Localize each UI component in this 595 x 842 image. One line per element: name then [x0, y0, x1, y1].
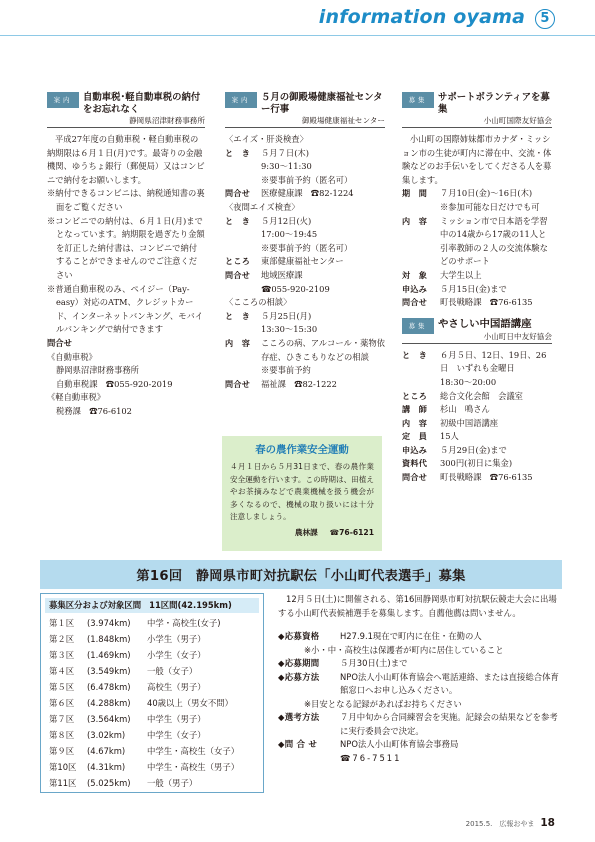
row-key: 申込み — [402, 283, 428, 294]
info-row — [402, 283, 552, 297]
category-badge: 案内 — [225, 92, 257, 108]
row-value: ７月中旬から合同練習会を実施。記録会の結果などを参考に実行委員会で決定。 — [340, 712, 558, 736]
category-badge: 案内 — [47, 92, 79, 108]
recruit-row — [278, 711, 562, 738]
row-value: 地域医療課 — [261, 269, 303, 280]
article-header — [47, 92, 205, 128]
row-value: H27.9.1現在で町内に在住・在勤の人 — [340, 631, 482, 641]
stage-name: 第１区 — [49, 618, 75, 628]
row-key: ◆応募方法 — [278, 671, 320, 682]
row-key: ◆応募期間 — [278, 658, 320, 668]
row-key: 問合せ — [402, 297, 428, 308]
stage-distance: (6.478km) — [87, 682, 131, 692]
contact-tel: ☎76-6121 — [329, 527, 374, 537]
stage-name: 第７区 — [49, 714, 75, 724]
info-row — [225, 269, 385, 283]
contact-line: 税務課 ☎76-6102 — [56, 405, 132, 416]
category-badge: 募集 — [402, 92, 434, 108]
stage-distance: (3.564km) — [87, 714, 131, 724]
row-key: と き — [225, 215, 251, 226]
row-key: 定 員 — [402, 431, 428, 442]
stage-row — [49, 775, 255, 791]
stage-distance: (3.549km) — [87, 666, 131, 676]
stage-distance: (5.025km) — [87, 778, 131, 788]
note-line: ※要事前予約 — [261, 365, 311, 376]
note-item: ※納付できるコンビニは、納税通知書の裏面をご覧ください — [47, 188, 205, 212]
page-header-title — [319, 6, 555, 29]
row-value: ５月７日(木) — [261, 147, 309, 158]
stage-distance: (3.974km) — [87, 618, 131, 628]
header-number-badge: 5 — [535, 9, 555, 29]
stage-target: 40歳以上（男女不問） — [147, 698, 234, 708]
info-row — [402, 187, 552, 201]
row-key: 資料代 — [402, 458, 428, 469]
stage-name: 第２区 — [49, 634, 75, 644]
stage-distance: (4.288km) — [87, 698, 131, 708]
stage-list-header — [45, 598, 259, 613]
stage-row — [49, 711, 255, 727]
stage-name: 第10区 — [49, 762, 77, 772]
note-line: ※小・中・高校生は保護者が町内に居住していること — [304, 644, 504, 655]
time-line: 18:30～20:00 — [440, 376, 497, 387]
article-title: 自動車税･軽自動車税の納付をお忘れなく — [83, 92, 201, 115]
row-key: ところ — [225, 256, 251, 267]
row-key: 問合せ — [402, 472, 428, 483]
stage-distance: (1.469km) — [87, 650, 131, 660]
category-badge: 募集 — [402, 318, 434, 334]
article-header — [402, 92, 552, 128]
article-title: サポートボランティアを募集 — [438, 92, 550, 115]
box-title: 春の農作業安全運動 — [255, 444, 349, 456]
stage-target: 中学生・高校生（男子） — [147, 762, 240, 772]
note-line: ※要事前予約（匿名可） — [261, 242, 353, 253]
stage-target: 小学生（女子） — [147, 650, 206, 660]
article-health-center — [225, 92, 385, 391]
row-key: と き — [225, 147, 251, 158]
row-key: 講 師 — [402, 404, 428, 415]
stage-row — [49, 679, 255, 695]
stage-target: 中学・高校生(女子) — [147, 618, 221, 628]
row-key: と き — [225, 310, 251, 321]
box-contact — [230, 527, 374, 538]
stage-header-total: 11区間(42.195km) — [149, 600, 232, 610]
row-key: 申込み — [402, 444, 428, 455]
stage-name: 第９区 — [49, 746, 75, 756]
row-value: NPO法人小山町体育協会事務局 — [340, 739, 459, 749]
info-row — [402, 457, 552, 471]
stage-target: 中学生（女子） — [147, 730, 206, 740]
row-value: ５月25日(月) — [261, 310, 312, 321]
note-item: ※普通自動車税のみ、ペイジー（Pay-easy）対応のATM、クレジットカード、インターネットバンキング、モバイルバンキングで納付できます — [47, 283, 204, 335]
stage-name: 第６区 — [49, 698, 75, 708]
info-row — [225, 378, 385, 392]
row-value: こころの病、アルコール・薬物依存症、ひきこもりなどの相談 — [261, 337, 385, 362]
row-value: 福祉課 ☎82-1222 — [261, 378, 337, 389]
section-heading: 〈エイズ・肝炎検査〉 — [225, 134, 308, 144]
row-value: ５月15日(金)まで — [440, 283, 507, 294]
row-value: 東部健康福祉センター — [261, 256, 344, 267]
contact-line: 《軽自動車税》 — [47, 392, 106, 403]
row-value: 杉山 鳴さん — [440, 404, 490, 415]
stage-list-box — [40, 593, 264, 793]
article-body: 小山町の国際姉妹都市カナダ・ミッション市の生徒が町内に滞在中、交流・体験などのお手伝いをしてくださる人を募集します。 — [402, 134, 552, 185]
info-row — [225, 187, 385, 201]
header-rule — [0, 35, 595, 36]
stage-header-label: 募集区分および対象区間 — [49, 600, 142, 610]
tel-line: ☎76-7511 — [340, 752, 402, 763]
contact-label: 問合せ — [47, 337, 72, 348]
contact-name: 農林課 — [294, 527, 318, 537]
row-key: ◆選考方法 — [278, 712, 320, 722]
stage-name: 第４区 — [49, 666, 75, 676]
row-value: ５月12日(火) — [261, 215, 312, 226]
stage-target: 一般（女子） — [147, 666, 198, 676]
info-row — [402, 215, 552, 269]
info-row — [225, 215, 385, 229]
stage-row — [49, 743, 255, 759]
article-source: 小山町国際友好協会 — [402, 115, 552, 128]
recruit-row — [278, 738, 562, 752]
info-row — [402, 269, 552, 283]
row-key: 対 象 — [402, 269, 428, 280]
recruit-row — [278, 630, 562, 644]
stage-target: 小学生（男子） — [147, 634, 206, 644]
article-header — [402, 318, 552, 344]
note-line: ※要事前予約（匿名可） — [261, 174, 353, 185]
stage-target: 高校生（男子） — [147, 682, 206, 692]
article-source: 御殿場健康福祉センター — [225, 115, 385, 128]
stage-row — [49, 647, 255, 663]
row-value: NPO法人小山町体育協会へ電話連絡、または直接総合体育館窓口へお申し込みください。 — [340, 671, 559, 695]
stage-row — [49, 631, 255, 647]
time-line: 13:30～15:30 — [261, 324, 318, 335]
info-row — [402, 296, 552, 310]
section-heading: 〈夜間エイズ検査〉 — [225, 201, 300, 212]
article-source: 静岡県沼津財務事務所 — [47, 115, 205, 128]
stage-target: 一般（男子） — [147, 778, 198, 788]
stage-name: 第３区 — [49, 650, 75, 660]
stage-distance: (3.02km) — [87, 730, 126, 740]
stage-row — [49, 695, 255, 711]
note-line: ※目安となる記録があればお持ちください — [304, 698, 462, 709]
info-row — [225, 147, 385, 161]
contact-line: 自動車税課 ☎055-920-2019 — [56, 378, 173, 389]
row-value: 町長戦略課 ☎76-6135 — [440, 297, 533, 308]
info-row — [402, 471, 552, 485]
info-row — [402, 430, 552, 444]
section-heading: 〈こころの相談〉 — [225, 297, 292, 308]
page-number: 18 — [540, 817, 555, 829]
row-value: 300円(初日に集金) — [440, 458, 513, 469]
tel-line: ☎055-920-2109 — [261, 283, 330, 294]
stage-distance: (4.67km) — [87, 746, 126, 756]
footer-issue: 2015.5. 広報おやま — [465, 820, 535, 828]
row-key: 内 容 — [225, 337, 251, 348]
row-key: 期 間 — [402, 188, 428, 199]
ekiden-banner — [40, 560, 562, 589]
banner-title: 第16回 静岡県市町対抗駅伝「小山町代表選手」募集 — [136, 569, 466, 584]
row-value: 医療健康課 ☎82-1224 — [261, 188, 354, 199]
header-title-text: information oyama — [318, 6, 526, 28]
article-volunteer — [402, 92, 552, 485]
info-row — [402, 417, 552, 431]
row-value: ５月30日(土)まで — [340, 658, 408, 668]
info-row — [225, 337, 385, 364]
row-key: 内 容 — [402, 417, 428, 428]
row-value: 15人 — [440, 431, 459, 442]
stage-distance: (4.31km) — [87, 762, 126, 772]
stage-distance: (1.848km) — [87, 634, 131, 644]
row-key: ところ — [402, 390, 428, 401]
stage-name: 第８区 — [49, 730, 75, 740]
info-row — [225, 255, 385, 269]
stage-name: 第11区 — [49, 778, 77, 788]
box-body: ４月１日から５月31日まで、春の農作業安全運動を行います。この時期は、田植えやお茶摘みなどで農業機械を扱う機会が多くなるので、機械の取り扱いには十分注意しましょう。 — [230, 462, 374, 522]
row-key: 内 容 — [402, 215, 428, 226]
row-value: ミッション市で日本語を学習中の14歳から17歳の11人と引率教師の２人の交流体験などのサポート — [440, 215, 548, 267]
info-row — [402, 403, 552, 417]
note-item: ※コンビニでの納付は、６月１日(月)までとなっています。納期限を過ぎたり金額を訂正した納付書は、コンビニで納付することができませんのでご注意ください — [47, 215, 205, 280]
info-row — [402, 444, 552, 458]
stage-row — [49, 615, 255, 631]
article-car-tax — [47, 92, 205, 418]
row-key: 問合せ — [225, 269, 251, 280]
stage-row — [49, 759, 255, 775]
stage-row — [49, 663, 255, 679]
row-value: 大学生以上 — [440, 269, 482, 280]
time-line: 9:30～11:30 — [261, 161, 312, 172]
contact-line: 静岡県沼津財務事務所 — [56, 365, 139, 376]
time-line: 17:00～19:45 — [261, 229, 318, 240]
stage-target: 中学生（男子） — [147, 714, 206, 724]
contact-line: 《自動車税》 — [47, 351, 97, 362]
row-key: 問合せ — [225, 378, 251, 389]
article-title: やさしい中国語講座 — [438, 317, 532, 330]
row-value: 総合文化会館 会議室 — [440, 390, 523, 401]
stage-name: 第５区 — [49, 682, 75, 692]
article-source: 小山町日中友好協会 — [402, 331, 552, 344]
info-row — [225, 310, 385, 324]
stage-target: 中学生・高校生（女子） — [147, 746, 240, 756]
recruit-intro: 12月５日(土)に開催される、第16回静岡県市町対抗駅伝競走大会に出場する小山町代表候補選手を募集します。自薦他薦は問いません。 — [278, 594, 557, 618]
row-key: ◆応募資格 — [278, 631, 320, 641]
row-value: ５月29日(金)まで — [440, 444, 507, 455]
row-value: 初級中国語講座 — [440, 417, 499, 428]
article-body: 平成27年度の自動車税・軽自動車税の納期限は６月１日(月)です。最寄りの金融機関、ゆうちょ銀行（郵便局）又はコンビニで納付をお願いします。 — [47, 134, 205, 185]
article-title: ５月の御殿場健康福祉センター行事 — [261, 92, 383, 115]
note-line: ※参加可能な日だけでも可 — [440, 201, 540, 212]
stage-row — [49, 727, 255, 743]
info-row — [402, 390, 552, 404]
page-footer — [466, 817, 555, 829]
row-value: ６月５日、12日、19日、26日 いずれも金曜日 — [440, 349, 547, 374]
row-key: 問合せ — [225, 188, 251, 199]
info-row — [402, 349, 552, 376]
article-header — [225, 92, 385, 128]
recruit-row — [278, 657, 562, 671]
row-value: ７月10日(金)～16日(木) — [440, 188, 533, 199]
recruit-row — [278, 671, 562, 698]
row-key: ◆問 合 せ — [278, 739, 318, 749]
recruit-details — [278, 593, 562, 765]
row-value: 町長戦略課 ☎76-6135 — [440, 472, 533, 483]
farm-safety-box — [222, 436, 382, 551]
row-key: と き — [402, 349, 428, 360]
